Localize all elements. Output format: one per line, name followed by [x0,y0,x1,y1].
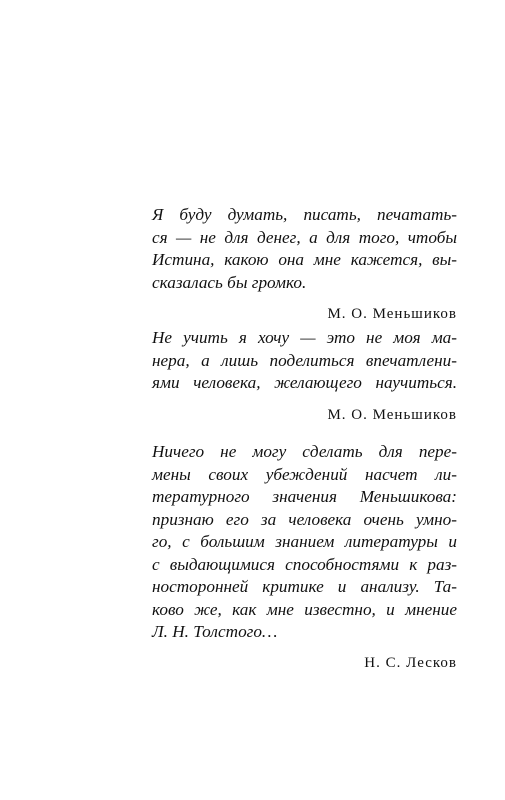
epigraph-author: Н. С. Лесков [364,654,457,671]
quote-line: го, с большим знанием литературы и [152,532,457,551]
quote-line: Истина, какою она мне кажется, вы- [152,250,457,269]
quote-line: ково же, как мне известно, и мнение [152,599,457,619]
quote-line: Л. Н. Толстого… [152,622,278,641]
quote-line: ся — не для денег, а для того, чтобы [152,227,457,247]
epigraph-quote [152,327,457,395]
epigraph-2 [152,327,457,424]
quote-line: признаю его за человека очень умно- [152,509,457,529]
quote-line: сказалась бы громко. [152,272,307,292]
epigraph-author: М. О. Меньшиков [327,406,457,423]
quote-line: с выдающимися способностями к раз- [152,554,457,574]
epigraph-author: М. О. Меньшиков [327,306,457,322]
epigraph-quote [152,204,457,294]
epigraph-1 [152,204,457,323]
quote-line: нера, а лишь поделиться впечатлени- [152,350,457,370]
quote-line: тературного значения Меньшикова: [152,487,457,506]
quote-line: Я буду думать, писать, печатать- [152,205,457,224]
quote-line: носторонней критике и анализу. Та- [152,577,457,596]
epigraph-3 [152,441,457,672]
quote-line: мены своих убеждений насчет ли- [152,464,457,484]
quote-line: Ничего не могу сделать для пере- [152,442,457,461]
quote-line: ями человека, желающего научиться. [152,373,457,392]
epigraph-quote [152,441,457,644]
quote-line: Не учить я хочу — это не моя ма- [152,328,457,347]
